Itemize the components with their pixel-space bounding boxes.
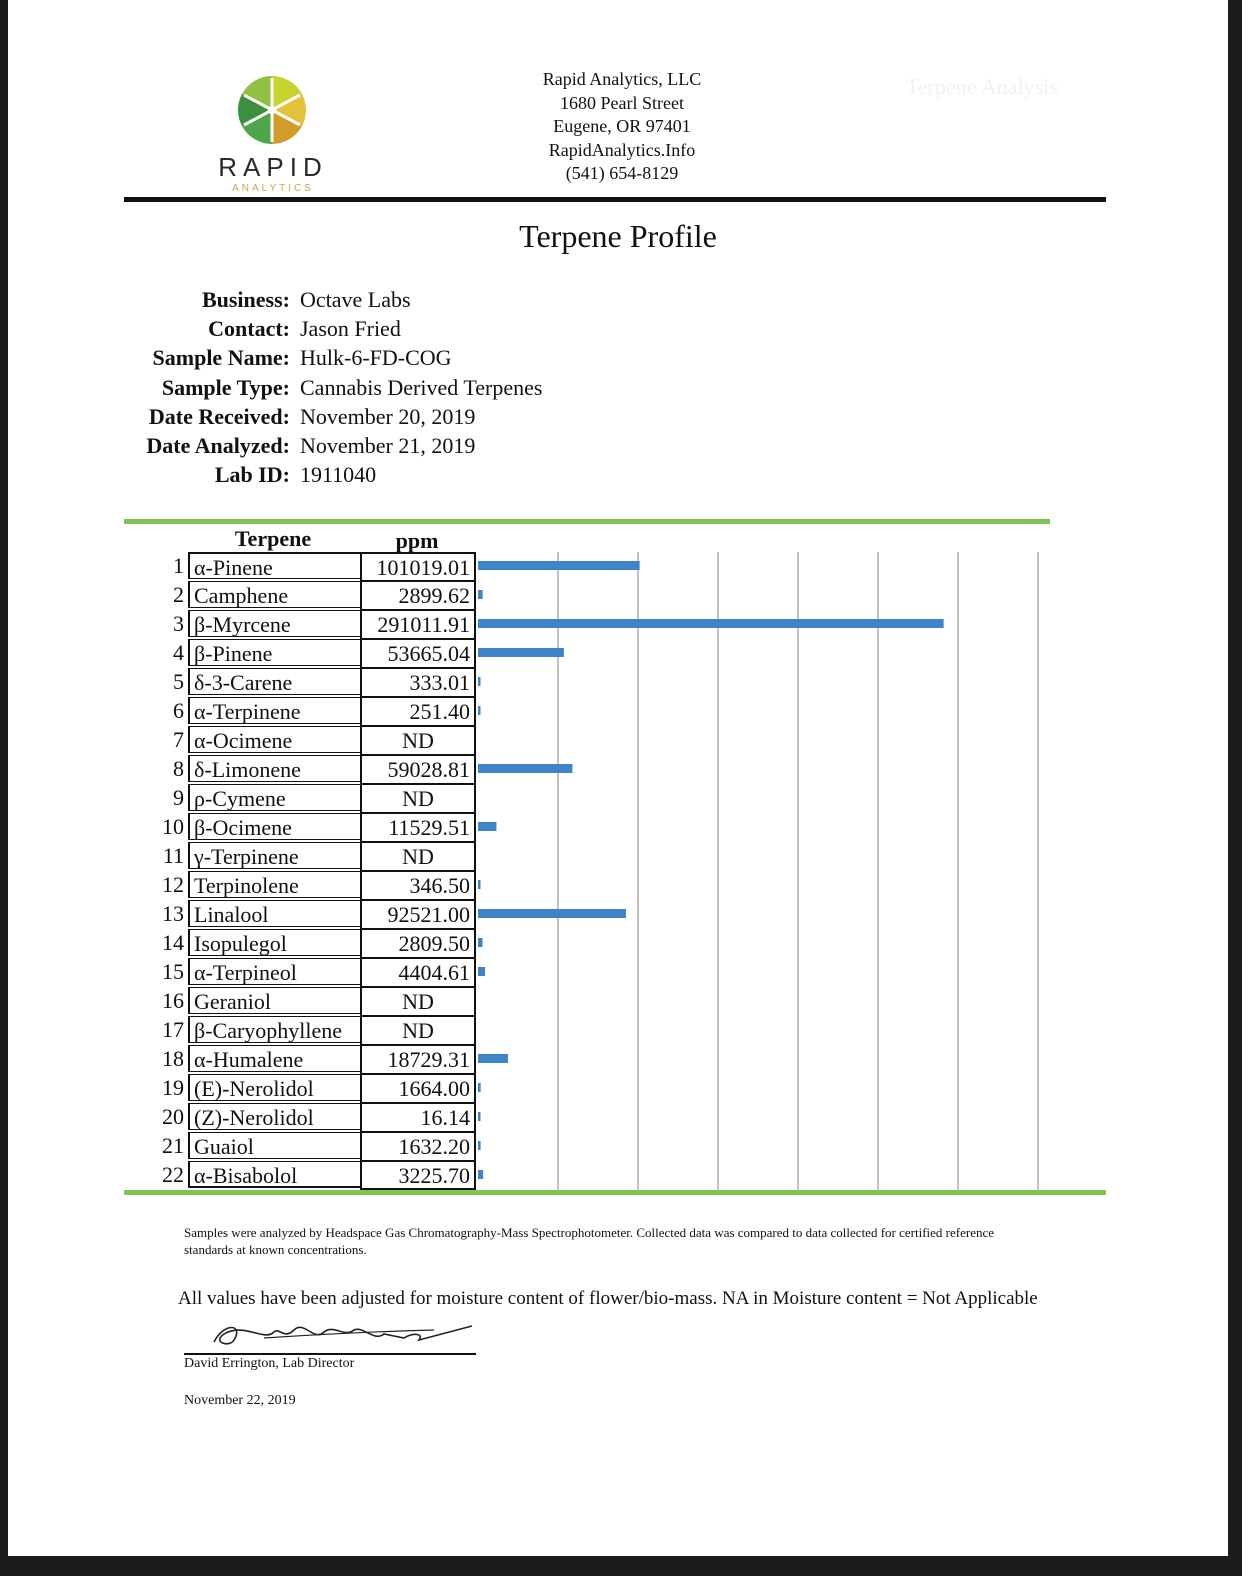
table-row bbox=[148, 1045, 476, 1074]
ppm-value: 2899.62 bbox=[360, 581, 476, 610]
terpene-name: (E)-Nerolidol bbox=[188, 1074, 362, 1101]
table-row bbox=[148, 842, 476, 871]
table-row bbox=[148, 726, 476, 755]
table-row bbox=[148, 610, 476, 639]
table-row bbox=[148, 1016, 476, 1045]
ppm-value: 101019.01 bbox=[360, 552, 476, 581]
bar-5 bbox=[478, 677, 481, 686]
table-row bbox=[148, 697, 476, 726]
terpene-name: γ-Terpinene bbox=[188, 842, 362, 869]
terpene-table bbox=[148, 552, 476, 1190]
row-number: 9 bbox=[173, 785, 184, 810]
meta-label: Sample Name: bbox=[152, 345, 290, 370]
row-number: 15 bbox=[162, 959, 184, 984]
bar-2 bbox=[478, 590, 483, 599]
signer-name: David Errington, Lab Director bbox=[184, 1356, 355, 1371]
terpene-name: β-Caryophyllene bbox=[188, 1016, 362, 1043]
ppm-value: 251.40 bbox=[360, 697, 476, 726]
ppm-value: 2809.50 bbox=[360, 929, 476, 958]
report-date: November 22, 2019 bbox=[184, 1393, 296, 1408]
table-row bbox=[148, 755, 476, 784]
table-row bbox=[148, 987, 476, 1016]
row-number: 2 bbox=[173, 582, 184, 607]
rapid-analytics-logo-icon bbox=[236, 74, 308, 146]
bar-8 bbox=[478, 764, 572, 773]
bar-13 bbox=[478, 909, 626, 918]
ppm-value: ND bbox=[360, 726, 476, 755]
terpene-name: Isopulegol bbox=[188, 929, 362, 956]
table-row bbox=[148, 958, 476, 987]
table-row bbox=[148, 668, 476, 697]
terpene-name: Geraniol bbox=[188, 987, 362, 1014]
meta-value: Hulk-6-FD-COG bbox=[300, 345, 452, 370]
ppm-value: 59028.81 bbox=[360, 755, 476, 784]
row-number: 4 bbox=[173, 640, 184, 665]
terpene-name: δ-Limonene bbox=[188, 755, 362, 782]
row-number: 8 bbox=[173, 756, 184, 781]
terpene-name: α-Bisabolol bbox=[188, 1161, 362, 1188]
bar-4 bbox=[478, 648, 564, 657]
report-page bbox=[8, 0, 1228, 1556]
table-row bbox=[148, 1161, 476, 1190]
bar-10 bbox=[478, 822, 496, 831]
table-row bbox=[148, 900, 476, 929]
ppm-value: ND bbox=[360, 784, 476, 813]
row-number: 1 bbox=[173, 553, 184, 578]
logo-subtitle: ANALYTICS bbox=[232, 183, 314, 194]
terpene-name: β-Ocimene bbox=[188, 813, 362, 840]
meta-label: Lab ID: bbox=[214, 462, 290, 487]
meta-value: 1911040 bbox=[300, 462, 377, 487]
terpene-name: Guaiol bbox=[188, 1132, 362, 1159]
terpene-name: α-Ocimene bbox=[188, 726, 362, 753]
ppm-value: ND bbox=[360, 1016, 476, 1045]
signature-line bbox=[184, 1353, 476, 1355]
row-number: 21 bbox=[162, 1133, 184, 1158]
row-number: 22 bbox=[162, 1162, 184, 1187]
bar-14 bbox=[478, 938, 482, 947]
logo-wordmark: RAPID bbox=[218, 152, 328, 182]
page-title: Terpene Profile bbox=[519, 218, 717, 254]
signature-icon bbox=[204, 1312, 476, 1352]
row-number: 5 bbox=[173, 669, 184, 694]
terpene-name: Linalool bbox=[188, 900, 362, 927]
terpene-name: Terpinolene bbox=[188, 871, 362, 898]
row-number: 17 bbox=[162, 1017, 184, 1042]
ppm-column-header: ppm bbox=[395, 528, 439, 553]
meta-label: Sample Type: bbox=[161, 375, 290, 400]
table-row bbox=[148, 871, 476, 900]
ppm-value: 11529.51 bbox=[360, 813, 476, 842]
ppm-value: 16.14 bbox=[360, 1103, 476, 1132]
ppm-value: 333.01 bbox=[360, 668, 476, 697]
terpene-name: α-Terpineol bbox=[188, 958, 362, 985]
table-row bbox=[148, 1132, 476, 1161]
ppm-value: 92521.00 bbox=[360, 900, 476, 929]
ppm-value: 346.50 bbox=[360, 871, 476, 900]
ppm-value: 4404.61 bbox=[360, 958, 476, 987]
terpene-name: α-Terpinene bbox=[188, 697, 362, 724]
row-number: 10 bbox=[162, 814, 184, 839]
terpene-name: α-Pinene bbox=[188, 552, 362, 579]
bar-12 bbox=[478, 880, 481, 889]
row-number: 7 bbox=[173, 727, 184, 752]
row-number: 11 bbox=[162, 843, 184, 868]
meta-label: Contact: bbox=[208, 316, 290, 341]
meta-label: Date Analyzed: bbox=[146, 433, 290, 458]
table-row bbox=[148, 1103, 476, 1132]
lab-address bbox=[504, 68, 740, 186]
ppm-value: ND bbox=[360, 987, 476, 1016]
row-number: 12 bbox=[162, 872, 184, 897]
method-note: Samples were analyzed by Headspace Gas Chromatography-Mass Spectrophotometer. Collected data was compared to data collected for certified reference standards at known concentrations. bbox=[184, 1225, 994, 1257]
bar-18 bbox=[478, 1054, 508, 1063]
ppm-value: 1664.00 bbox=[360, 1074, 476, 1103]
terpene-name: δ-3-Carene bbox=[188, 668, 362, 695]
ppm-value: 1632.20 bbox=[360, 1132, 476, 1161]
table-row bbox=[148, 784, 476, 813]
row-number: 6 bbox=[173, 698, 184, 723]
table-row bbox=[148, 639, 476, 668]
meta-value: November 21, 2019 bbox=[300, 433, 476, 458]
meta-value: Octave Labs bbox=[300, 287, 411, 312]
row-number: 16 bbox=[162, 988, 184, 1013]
terpene-name: (Z)-Nerolidol bbox=[188, 1103, 362, 1130]
table-row bbox=[148, 581, 476, 610]
row-number: 3 bbox=[173, 611, 184, 636]
bar-3 bbox=[478, 619, 944, 628]
table-row bbox=[148, 813, 476, 842]
moisture-note: All values have been adjusted for moisture content of flower/bio-mass. NA in Moisture content = Not Applicable bbox=[178, 1288, 1038, 1309]
bar-20 bbox=[478, 1112, 481, 1121]
meta-value: Jason Fried bbox=[300, 316, 401, 341]
row-number: 20 bbox=[162, 1104, 184, 1129]
address-line: 1680 Pearl Street bbox=[560, 92, 684, 113]
bar-1 bbox=[478, 561, 640, 570]
meta-label: Business: bbox=[201, 287, 290, 312]
ppm-value: 3225.70 bbox=[360, 1161, 476, 1190]
terpene-bar-chart bbox=[476, 552, 1076, 1190]
bar-19 bbox=[478, 1083, 481, 1092]
terpene-name: Camphene bbox=[188, 581, 362, 608]
meta-value: November 20, 2019 bbox=[300, 404, 476, 429]
terpene-name: ρ-Cymene bbox=[188, 784, 362, 811]
ppm-value: ND bbox=[360, 842, 476, 871]
address-line: Eugene, OR 97401 bbox=[553, 116, 691, 136]
ppm-value: 18729.31 bbox=[360, 1045, 476, 1074]
table-row bbox=[148, 1074, 476, 1103]
bar-22 bbox=[478, 1170, 483, 1179]
table-bottom-divider bbox=[124, 1190, 1106, 1195]
row-number: 18 bbox=[162, 1046, 184, 1071]
watermark-text: Terpene Analysis bbox=[906, 74, 1058, 99]
meta-label: Date Received: bbox=[148, 404, 290, 429]
bar-15 bbox=[478, 967, 485, 976]
row-number: 14 bbox=[162, 930, 184, 955]
row-number: 19 bbox=[162, 1075, 184, 1100]
table-top-divider bbox=[124, 519, 1050, 524]
bar-6 bbox=[478, 706, 481, 715]
header-divider bbox=[124, 197, 1106, 202]
meta-value: Cannabis Derived Terpenes bbox=[300, 375, 543, 400]
terpene-name: β-Myrcene bbox=[188, 610, 362, 637]
row-number: 13 bbox=[162, 901, 184, 926]
terpene-column-header: Terpene bbox=[234, 526, 312, 551]
bar-21 bbox=[478, 1141, 481, 1150]
ppm-value: 291011.91 bbox=[360, 610, 476, 639]
ppm-value: 53665.04 bbox=[360, 639, 476, 668]
table-row bbox=[148, 929, 476, 958]
address-line: Rapid Analytics, LLC bbox=[542, 69, 702, 89]
terpene-name: α-Humalene bbox=[188, 1045, 362, 1072]
table-row bbox=[148, 552, 476, 581]
address-line: RapidAnalytics.Info bbox=[548, 139, 696, 160]
address-line: (541) 654-8129 bbox=[565, 163, 679, 183]
terpene-name: β-Pinene bbox=[188, 639, 362, 666]
